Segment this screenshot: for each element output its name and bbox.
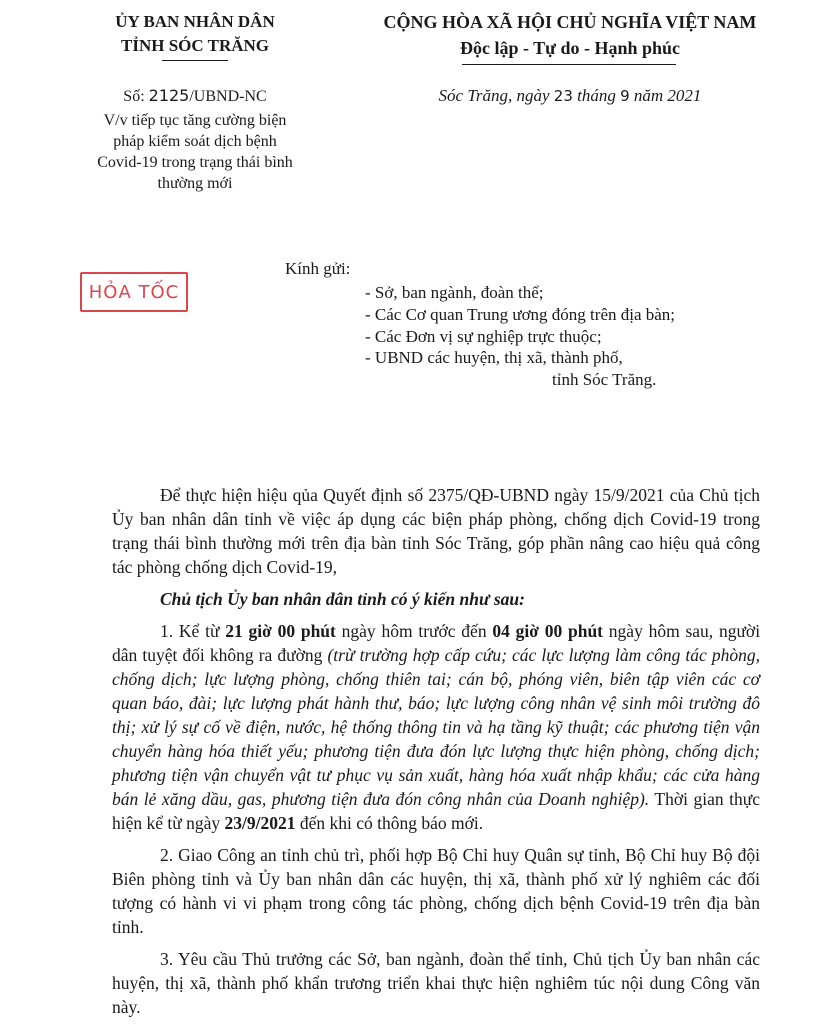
doc-no-suffix: /UBND-NC [189,88,267,105]
doc-no-value: 2125 [148,86,190,105]
recipient-item: - Các Cơ quan Trung ương đóng trên địa bàn; [365,305,676,324]
p1-text-g: Thời gian thực hiện kể từ ngày [112,789,761,833]
date-day: 23 [553,87,573,105]
issuing-org-line2: TỈNH SÓC TRĂNG [121,36,269,55]
p1-effective-date: 23/9/2021 [224,813,296,833]
issuing-org-line1: ỦY BAN NHÂN DÂN [115,12,275,31]
date-place: Sóc Trăng, ngày [438,86,550,105]
recipient-item: - Sở, ban ngành, đoàn thể; [365,283,544,302]
paragraph-2: 2. Giao Công an tỉnh chủ trì, phối hợp Bộ Chỉ huy Quân sự tỉnh, Bộ Chỉ huy Bộ đội Biên phòng tỉnh và Ủy ban nhân dân các huyện, thị xã, thành phố xử lý nghiêm các đối tượng có hành vi vi phạm trong công tác phòng, chống dịch bệnh Covid-19 trên địa bàn tỉnh. [112,845,760,937]
p1-text-c: ngày hôm trước đến [341,621,487,641]
national-title: CỘNG HÒA XÃ HỘI CHỦ NGHĨA VIỆT NAM [383,12,757,32]
date-month-label: tháng [577,86,616,105]
header-left-underline [162,60,228,61]
p1-text-e: ngày hôm sau, người dân tuyệt đối không ra đường [112,621,761,665]
date-line [340,86,800,106]
recipient-item: - UBND các huyện, thị xã, thành phố, [365,348,623,367]
intro-paragraph: Để thực hiện hiệu qủa Quyết định số 2375/QĐ-UBND ngày 15/9/2021 của Chủ tịch Ủy ban nhân dân tỉnh về việc áp dụng các biện pháp phòng, chống dịch Covid-19 trong trạng thái bình thường mới trên địa bàn tỉnh Sóc Trăng, góp phần nâng cao hiệu quả công tác phòng chống dịch Covid-19, [112,485,760,577]
header-right-underline [462,64,676,65]
urgent-stamp: HỎA TỐC [80,272,188,312]
p1-text-a: 1. Kể từ [160,621,220,641]
paragraph-3: 3. Yêu cầu Thủ trưởng các Sở, ban ngành, đoàn thể tỉnh, Chủ tịch Ủy ban nhân các huyện, thị xã, thành phố khẩn trương triển khai thực hiện nghiêm túc nội dung Công văn này. [112,949,760,1017]
p1-time-start: 21 giờ 00 phút [225,621,336,641]
national-motto: Độc lập - Tự do - Hạnh phúc [459,38,681,58]
document-number [80,86,310,106]
p1-exceptions: (trừ trường hợp cấp cứu; các lực lượng làm công tác phòng, chống dịch; lực lượng phòng, chống thiên tai; cán bộ, phóng viên, biên tập viên các cơ quan báo, đài; lực lượng phát hành thư, báo; lực lượng công nhân vệ sinh môi trường đô thị; xử lý sự cố về điện, nước, hệ thống thông tin và hạ tầng kỹ thuật; các phương tiện vận chuyển hàng hóa thiết yếu; phương tiện đưa đón lực lượng thực hiện phòng, chống dịch; phương tiện vận chuyển vật tư phục vụ sản xuất, hàng hóa xuất nhập khẩu; các cửa hàng bán lẻ xăng dầu, gas, phương tiện đưa đón công nhân của Doanh nghiệp). [112,645,760,809]
date-year: năm 2021 [633,86,702,105]
greeting: Kính gửi: [285,259,351,278]
doc-no-prefix: Số: [123,88,145,105]
opinion-heading: Chủ tịch Ủy ban nhân dân tỉnh có ý kiến như sau: [160,589,525,609]
date-month: 9 [620,87,630,105]
p1-text-i: đến khi có thông báo mới. [299,813,484,833]
document-body [112,483,760,1027]
document-subject: V/v tiếp tục tăng cường biện pháp kiểm soát dịch bệnh Covid-19 trong trạng thái bình thường mới [97,112,293,192]
recipient-item: - Các Đơn vị sự nghiệp trực thuộc; [365,327,602,346]
paragraph-1 [112,619,760,835]
p1-time-end: 04 giờ 00 phút [492,621,604,641]
recipient-tail: tỉnh Sóc Trăng. [552,370,657,389]
